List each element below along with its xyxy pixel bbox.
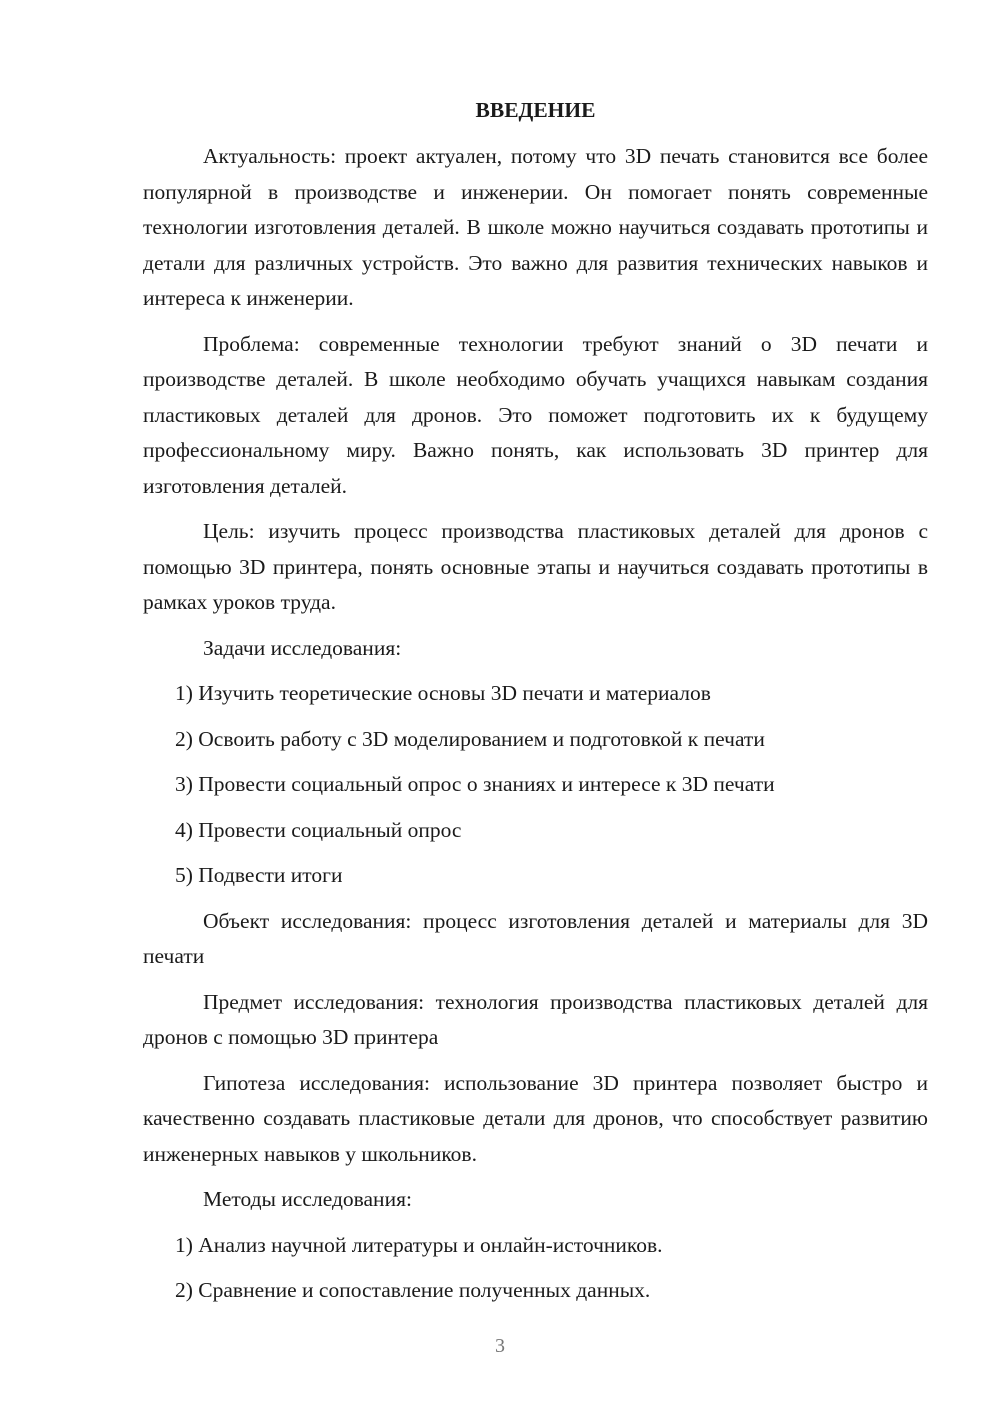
list-item: 5) Подвести итоги	[175, 863, 343, 887]
page-number: 3	[495, 1335, 505, 1357]
tasks-heading: Задачи исследования:	[203, 635, 402, 660]
object-paragraph: Объект исследования: процесс изготовления деталей и материалы для 3D печати	[143, 908, 928, 968]
methods-heading: Методы исследования:	[203, 1187, 412, 1211]
list-item: 2) Сравнение и сопоставление полученных данных.	[175, 1278, 651, 1302]
list-item: 3) Провести социальный опрос о знаниях и интересе к 3D печати	[175, 772, 775, 796]
problem-paragraph: Проблема: современные технологии требуют знаний о 3D печати и производстве деталей. В школе необходимо обучать учащихся навыкам создания пластиковых деталей для дронов. Это поможет подготовить их к будущему профессиональному миру. Важно понять, как использовать 3D принтер для изготовления деталей.	[143, 331, 928, 498]
list-item: 1) Анализ научной литературы и онлайн-источников.	[175, 1232, 663, 1257]
list-item: 1) Изучить теоретические основы 3D печати и материалов	[175, 681, 711, 705]
relevance-paragraph: Актуальность: проект актуален, потому что 3D печать становится все более популярной в производстве и инженерии. Он помогает понять современные технологии изготовления деталей. В школе можно научиться создавать прототипы и детали для различных устройств. Это важно для развития технических навыков и интереса к инженерии.	[143, 144, 928, 310]
list-item: 4) Провести социальный опрос	[175, 817, 462, 842]
page-title: ВВЕДЕНИЕ	[475, 98, 596, 122]
subject-paragraph: Предмет исследования: технология производства пластиковых деталей для дронов с помощью 3D принтера	[143, 989, 928, 1049]
document-page	[143, 95, 928, 1319]
methods-list	[143, 1228, 928, 1309]
tasks-list	[143, 676, 928, 894]
list-item: 2) Освоить работу с 3D моделированием и подготовкой к печати	[175, 726, 765, 751]
hypothesis-paragraph: Гипотеза исследования: использование 3D принтера позволяет быстро и качественно создавать пластиковые детали для дронов, что способствует развитию инженерных навыков у школьников.	[143, 1070, 928, 1166]
goal-paragraph: Цель: изучить процесс производства пластиковых деталей для дронов с помощью 3D принтера, понять основные этапы и научиться создавать прототипы в рамках уроков труда.	[143, 519, 928, 614]
